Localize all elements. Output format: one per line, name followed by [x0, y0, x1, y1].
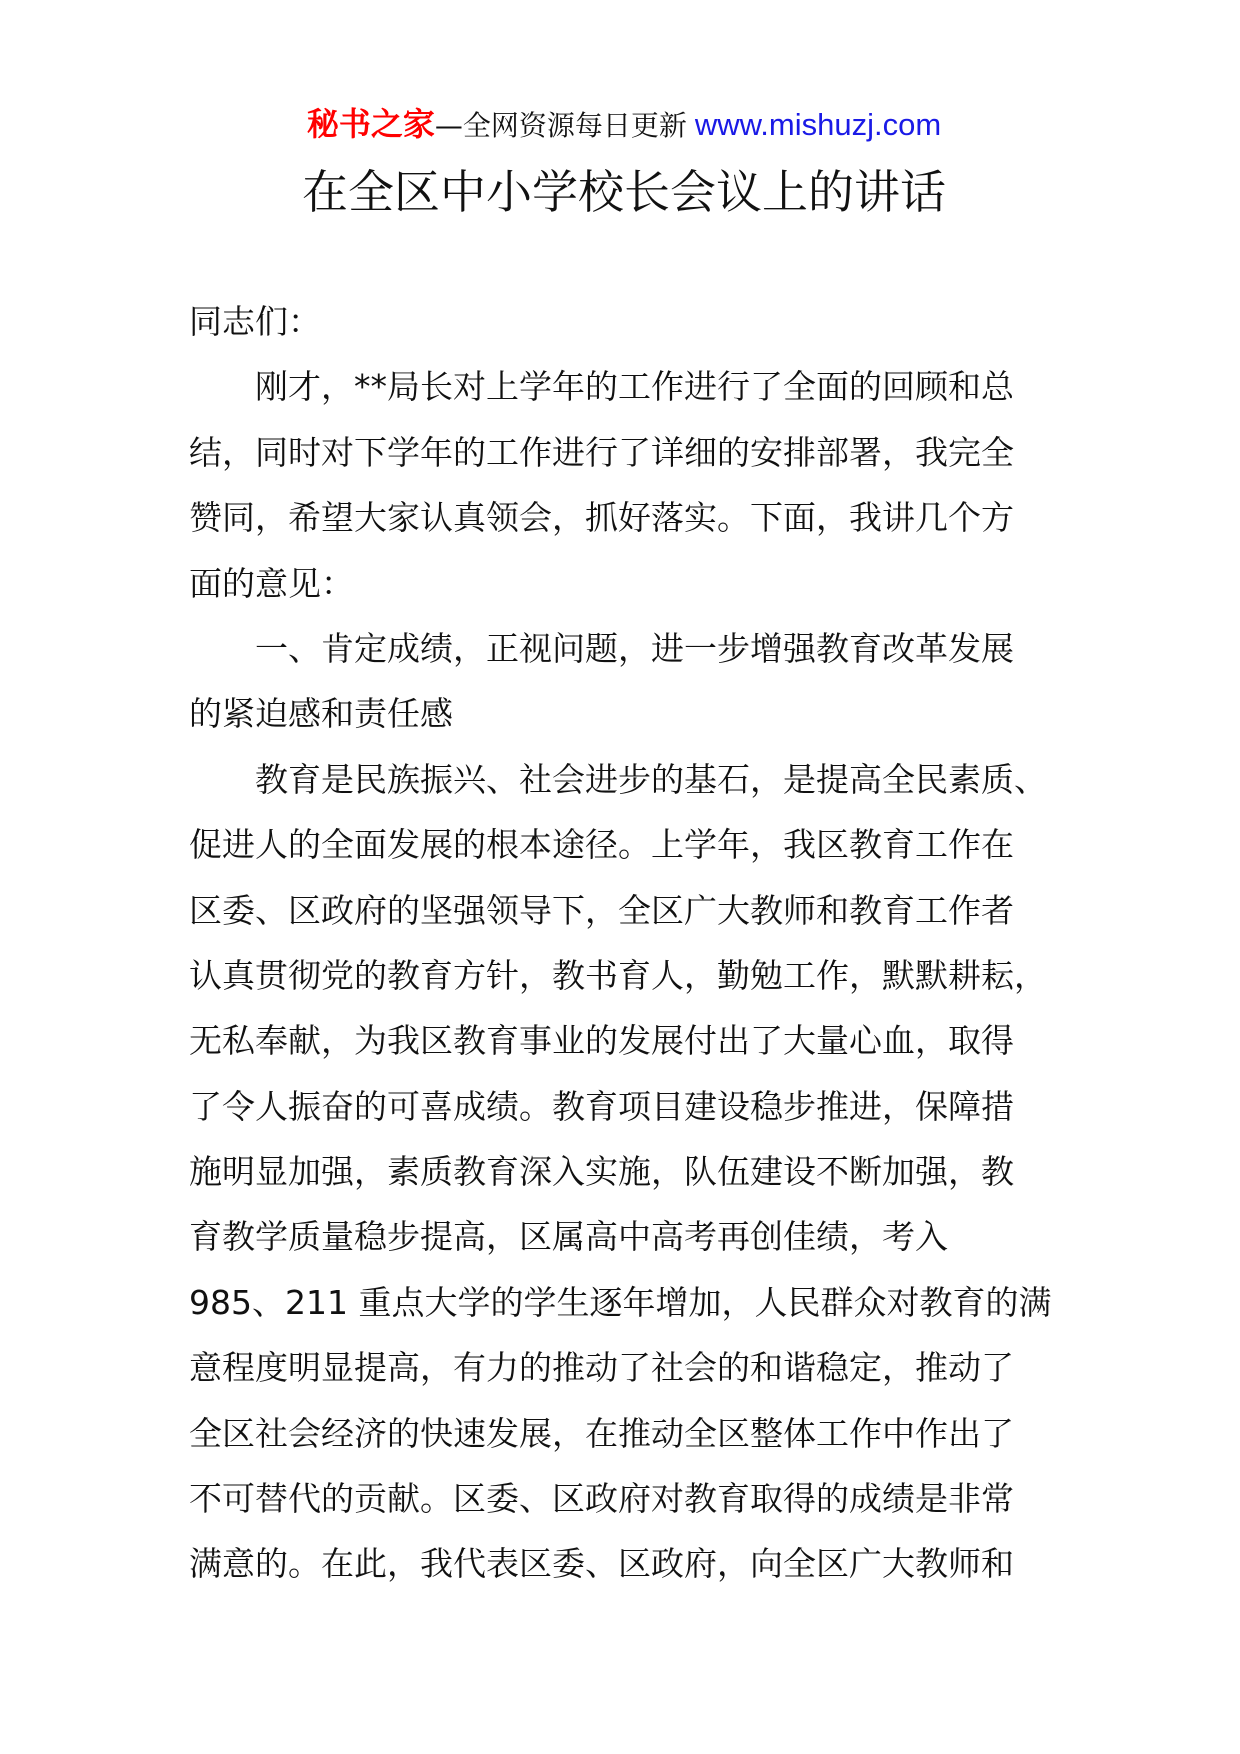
paragraph-line: 区委、区政府的坚强领导下，全区广大教师和教育工作者 [189, 890, 1014, 930]
site-watermark-header [8, 102, 1240, 146]
section-heading-line: 一、肯定成绩，正视问题，进一步增强教育改革发展 [255, 628, 1014, 668]
document-title: 在全区中小学校长会议上的讲话 [302, 165, 946, 219]
paragraph-line: 赞同，希望大家认真领会，抓好落实。下面，我讲几个方 [189, 498, 1014, 538]
paragraph-line: 育教学质量稳步提高，区属高中高考再创佳绩，考入 [189, 1217, 948, 1257]
paragraph-line: 全区社会经济的快速发展，在推动全区整体工作中作出了 [189, 1413, 1014, 1453]
paragraph-line: 985、211 重点大学的学生逐年增加，人民群众对教育的满 [189, 1282, 1052, 1322]
section-heading-line: 的紧迫感和责任感 [189, 694, 453, 734]
salutation: 同志们： [189, 302, 321, 341]
document-body [189, 289, 1089, 1597]
paragraph-line: 意程度明显提高，有力的推动了社会的和谐稳定，推动了 [189, 1348, 1014, 1388]
paragraph-line: 无私奉献，为我区教育事业的发展付出了大量心血，取得 [189, 1021, 1014, 1061]
paragraph-line: 了令人振奋的可喜成绩。教育项目建设稳步推进，保障措 [189, 1086, 1014, 1126]
paragraph-line: 刚才，**局长对上学年的工作进行了全面的回顾和总 [255, 367, 1014, 407]
paragraph-line: 教育是民族振兴、社会进步的基石，是提高全民素质、 [255, 759, 1047, 799]
brand-name: 秘书之家 [306, 105, 435, 143]
paragraph-line: 满意的。在此，我代表区委、区政府，向全区广大教师和 [189, 1544, 1014, 1584]
paragraph-line: 结，同时对下学年的工作进行了详细的安排部署，我完全 [189, 432, 1014, 472]
site-url-link[interactable]: www.mishuzj.com [694, 107, 942, 142]
section-heading [189, 616, 1089, 747]
paragraph-intro [189, 354, 1089, 616]
paragraph-line: 面的意见： [189, 563, 354, 603]
tagline: —全网资源每日更新 [434, 109, 687, 142]
paragraph-line: 促进人的全面发展的根本途径。上学年，我区教育工作在 [189, 825, 1014, 865]
paragraph-line: 认真贯彻党的教育方针，教书育人，勤勉工作，默默耕耘， [189, 955, 1047, 995]
paragraph-achievements [189, 747, 1089, 1597]
paragraph-line: 不可替代的贡献。区委、区政府对教育取得的成绩是非常 [189, 1479, 1014, 1519]
paragraph-line: 施明显加强，素质教育深入实施，队伍建设不断加强，教 [189, 1152, 1014, 1192]
